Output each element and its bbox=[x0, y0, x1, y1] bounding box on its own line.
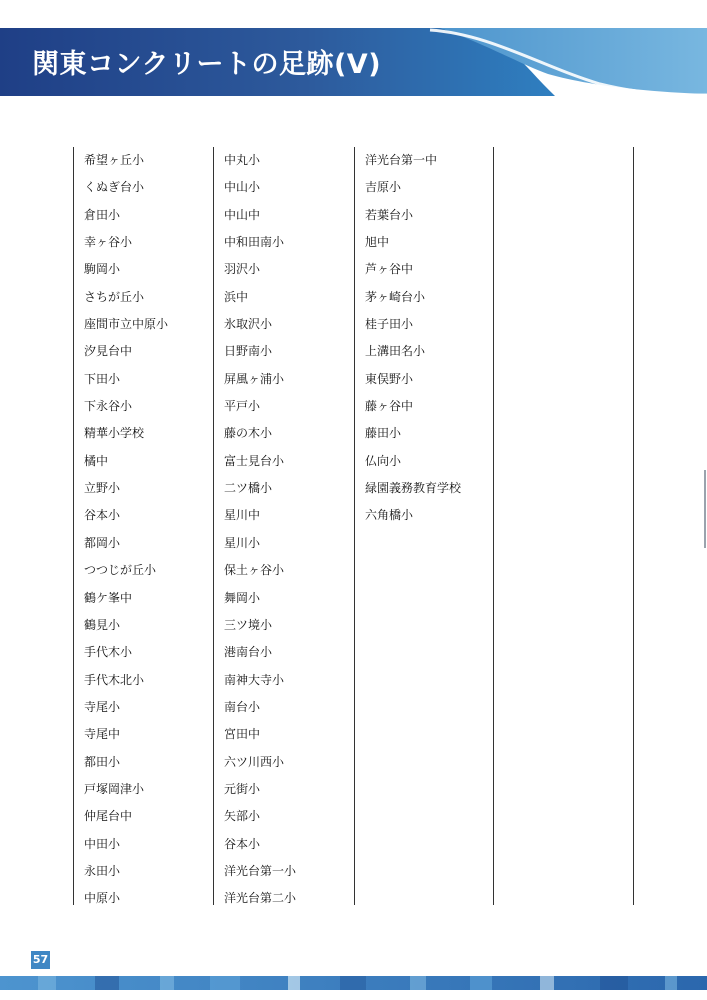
list-item: 橘中 bbox=[84, 453, 109, 468]
list-column-5 bbox=[633, 147, 634, 905]
list-item: 谷本小 bbox=[84, 508, 121, 523]
list-item: 中原小 bbox=[84, 891, 121, 906]
list-item: 緑園義務教育学校 bbox=[365, 481, 462, 496]
footer-band bbox=[0, 976, 707, 990]
list-item: 立野小 bbox=[84, 481, 121, 496]
list-item: 駒岡小 bbox=[84, 262, 121, 277]
list-item: 鶴見小 bbox=[84, 617, 121, 632]
list-item: 仲尾台中 bbox=[84, 809, 133, 824]
list-item: 浜中 bbox=[224, 289, 249, 304]
list-item: 港南台小 bbox=[224, 645, 273, 660]
list-item: 若葉台小 bbox=[365, 207, 414, 222]
list-item: 矢部小 bbox=[224, 809, 261, 824]
list-item: 富士見台小 bbox=[224, 453, 285, 468]
list-item: 舞岡小 bbox=[224, 590, 261, 605]
list-item: くぬぎ台小 bbox=[84, 180, 145, 195]
list-item: 宮田中 bbox=[224, 727, 261, 742]
list-item: 手代木北小 bbox=[84, 672, 145, 687]
list-item: 吉原小 bbox=[365, 180, 402, 195]
list-item: 座間市立中原小 bbox=[84, 317, 169, 332]
list-item: 精華小学校 bbox=[84, 426, 145, 441]
list-item: 汐見台中 bbox=[84, 344, 133, 359]
list-item: 戸塚岡津小 bbox=[84, 781, 145, 796]
list-item: 藤田小 bbox=[365, 426, 402, 441]
list-item: 中山中 bbox=[224, 207, 261, 222]
list-item: つつじが丘小 bbox=[84, 563, 157, 578]
list-item: 旭中 bbox=[365, 235, 390, 250]
list-item: 寺尾小 bbox=[84, 699, 121, 714]
list-item: 谷本小 bbox=[224, 836, 261, 851]
list-item: 寺尾中 bbox=[84, 727, 121, 742]
list-item: 星川中 bbox=[224, 508, 261, 523]
list-item: 星川小 bbox=[224, 535, 261, 550]
list-item: 氷取沢小 bbox=[224, 317, 273, 332]
list-item: 中田小 bbox=[84, 836, 121, 851]
list-item: 中和田南小 bbox=[224, 235, 285, 250]
list-item: 洋光台第一中 bbox=[365, 153, 438, 167]
list-item: 桂子田小 bbox=[365, 317, 414, 332]
list-column-2 bbox=[213, 147, 297, 906]
list-item: 東俣野小 bbox=[365, 371, 414, 386]
page-edge-mark bbox=[704, 470, 706, 548]
list-item: さちが丘小 bbox=[84, 289, 145, 304]
list-item: 鶴ケ峯中 bbox=[84, 590, 133, 605]
list-item: 永田小 bbox=[84, 863, 121, 878]
list-item: 芦ヶ谷中 bbox=[365, 262, 414, 277]
list-item: 都岡小 bbox=[84, 535, 121, 550]
list-item: 元街小 bbox=[224, 781, 261, 796]
school-list bbox=[84, 147, 168, 913]
list-item: 平戸小 bbox=[224, 399, 261, 414]
list-item: 保土ヶ谷小 bbox=[224, 563, 285, 578]
list-item: 南台小 bbox=[224, 699, 261, 714]
list-item: 藤の木小 bbox=[224, 426, 273, 441]
list-item: 南神大寺小 bbox=[224, 672, 285, 687]
list-item: 希望ヶ丘小 bbox=[84, 153, 145, 167]
list-column-4 bbox=[493, 147, 494, 905]
list-item: 藤ヶ谷中 bbox=[365, 399, 414, 414]
list-item: 中丸小 bbox=[224, 153, 261, 167]
school-list bbox=[224, 147, 296, 913]
list-item: 洋光台第一小 bbox=[224, 863, 297, 878]
list-item: 仏向小 bbox=[365, 453, 402, 468]
page-number: 57 bbox=[31, 951, 50, 969]
list-column-1 bbox=[73, 147, 169, 906]
list-item: 倉田小 bbox=[84, 207, 121, 222]
list-item: 三ツ境小 bbox=[224, 617, 273, 632]
list-item: 茅ヶ崎台小 bbox=[365, 289, 426, 304]
list-item: 六角橋小 bbox=[365, 508, 414, 523]
list-item: 羽沢小 bbox=[224, 262, 261, 277]
list-item: 手代木小 bbox=[84, 645, 133, 660]
list-item: 下田小 bbox=[84, 371, 121, 386]
list-item: 中山小 bbox=[224, 180, 261, 195]
list-column-3 bbox=[354, 147, 462, 905]
list-item: 下永谷小 bbox=[84, 399, 133, 414]
list-item: 幸ヶ谷小 bbox=[84, 235, 133, 250]
list-item: 日野南小 bbox=[224, 344, 273, 359]
list-item: 上溝田名小 bbox=[365, 344, 426, 359]
list-item: 二ツ橋小 bbox=[224, 481, 273, 496]
list-item: 洋光台第二小 bbox=[224, 891, 297, 906]
page-title: 関東コンクリートの足跡(Ⅴ) bbox=[32, 49, 382, 80]
list-item: 屏風ヶ浦小 bbox=[224, 371, 285, 386]
list-item: 都田小 bbox=[84, 754, 121, 769]
school-list bbox=[365, 147, 461, 530]
list-item: 六ツ川西小 bbox=[224, 754, 285, 769]
